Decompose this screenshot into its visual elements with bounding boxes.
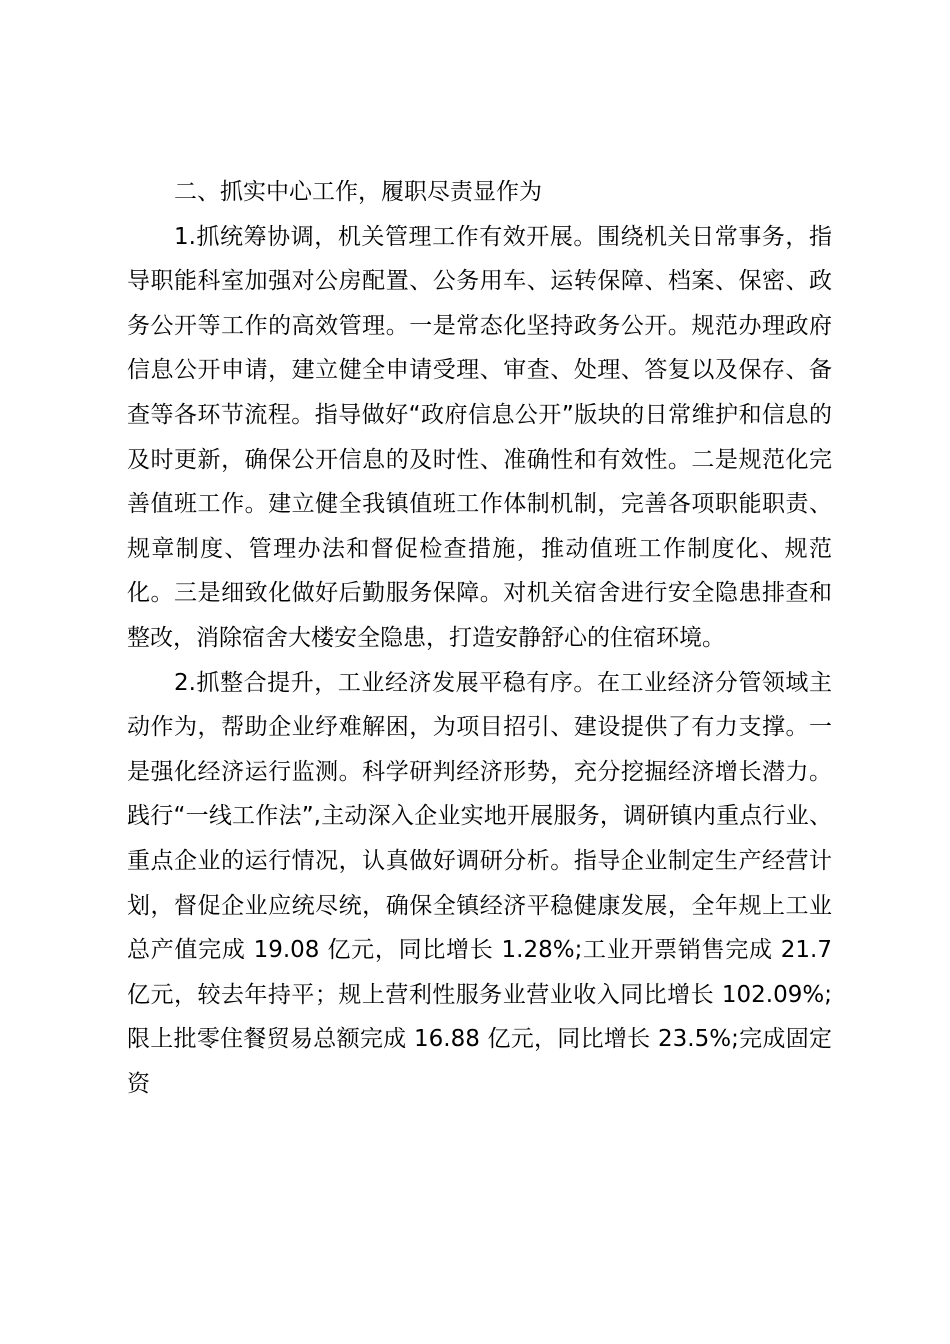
section-heading: 二、抓实中心工作，履职尽责显作为 — [174, 179, 542, 205]
paragraph-industrial-economy: 2.抓整合提升，工业经济发展平稳有序。在工业经济分管领域主动作为，帮助企业纾难解困，为项目招引、建设提供了有力支撑。一是强化经济运行监测。科学研判经济形势，充分挖掘经济增长潜力。践行“一线工作法”,主动深入企业实地开展服务，调研镇内重点行业、重点企业的运行情况，认真做好调研分析。指导企业制定生产经营计划，督促企业应统尽统，确保全镇经济平稳健康发展，全年规上工业总产值完成 19.08 亿元，同比增长 1.28%;工业开票销售完成 21.7 亿元，较去年持平；规上营利性服务业营业收入同比增长 102.09%;限上批零住餐贸易总额完成 16.88 亿元，同比增长 23.5%;完成固定资 — [127, 669, 832, 1097]
paragraph-office-management: 1.抓统筹协调，机关管理工作有效开展。围绕机关日常事务，指导职能科室加强对公房配置、公务用车、运转保障、档案、保密、政务公开等工作的高效管理。一是常态化坚持政务公开。规范办理政府信息公开申请，建立健全申请受理、审查、处理、答复以及保存、备查等各环节流程。指导做好“政府信息公开”版块的日常维护和信息的及时更新，确保公开信息的及时性、准确性和有效性。二是规范化完善值班工作。建立健全我镇值班工作体制机制，完善各项职能职责、规章制度、管理办法和督促检查措施，推动值班工作制度化、规范化。三是细致化做好后勤服务保障。对机关宿舍进行安全隐患排查和整改，消除宿舍大楼安全隐患，打造安静舒心的住宿环境。 — [127, 223, 832, 651]
document-body — [127, 170, 832, 1106]
